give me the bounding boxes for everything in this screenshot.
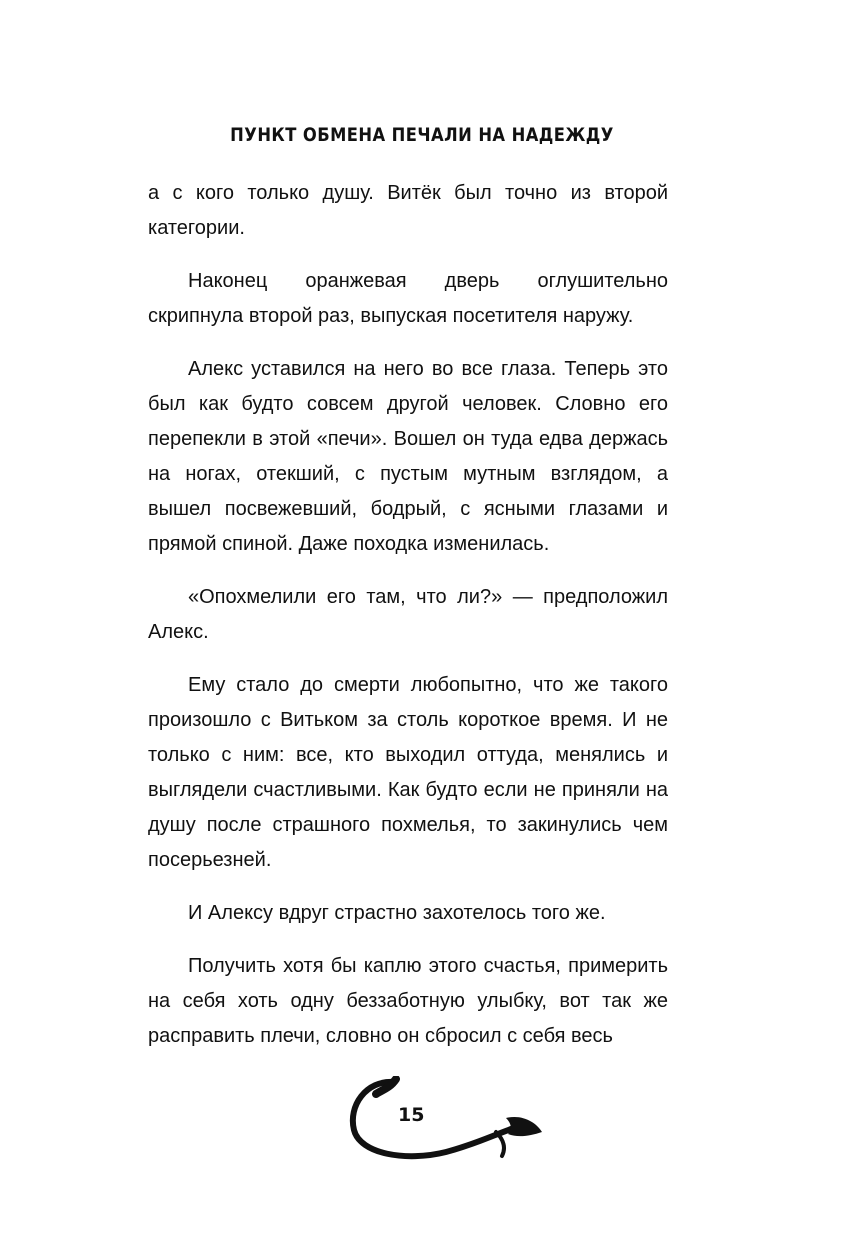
paragraph: Ему стало до смерти любопытно, что же такого произошло с Витьком за столь короткое время. И не только с ним: все, кто выходил оттуда, менялись и выглядели счастливыми. Как будто если не приняли на душу после страшного похмелья, то закинулись чем посерьезней. [148,674,668,871]
body-text [148,176,668,1072]
paragraph: И Алексу вдруг страстно захотелось того же. [188,902,606,924]
page-number: 15 [398,1104,425,1126]
running-head: ПУНКТ ОБМЕНА ПЕЧАЛИ НА НАДЕЖДУ [230,124,614,146]
paragraph: Получить хотя бы каплю этого счастья, примерить на себя хоть одну беззаботную улыбку, вот так же расправить плечи, словно он сбросил с себя весь [148,955,668,1047]
paragraph: а с кого только душу. Витёк был точно из второй категории. [148,182,668,239]
paragraph: Наконец оранжевая дверь оглушительно скрипнула второй раз, выпуская посетителя наружу. [148,270,668,327]
page-number-ornament [346,1076,546,1166]
paragraph: Алекс уставился на него во все глаза. Теперь это был как будто совсем другой человек. Словно его перепекли в этой «печи». Вошел он туда едва держась на ногах, отекший, с пустым мутным взглядом, а вышел посвежевший, бодрый, с ясными глазами и прямой спиной. Даже походка изменилась. [148,358,668,555]
paragraph: «Опохмелили его там, что ли?» — предположил Алекс. [148,586,668,643]
swirl-ornament-icon [346,1076,546,1166]
